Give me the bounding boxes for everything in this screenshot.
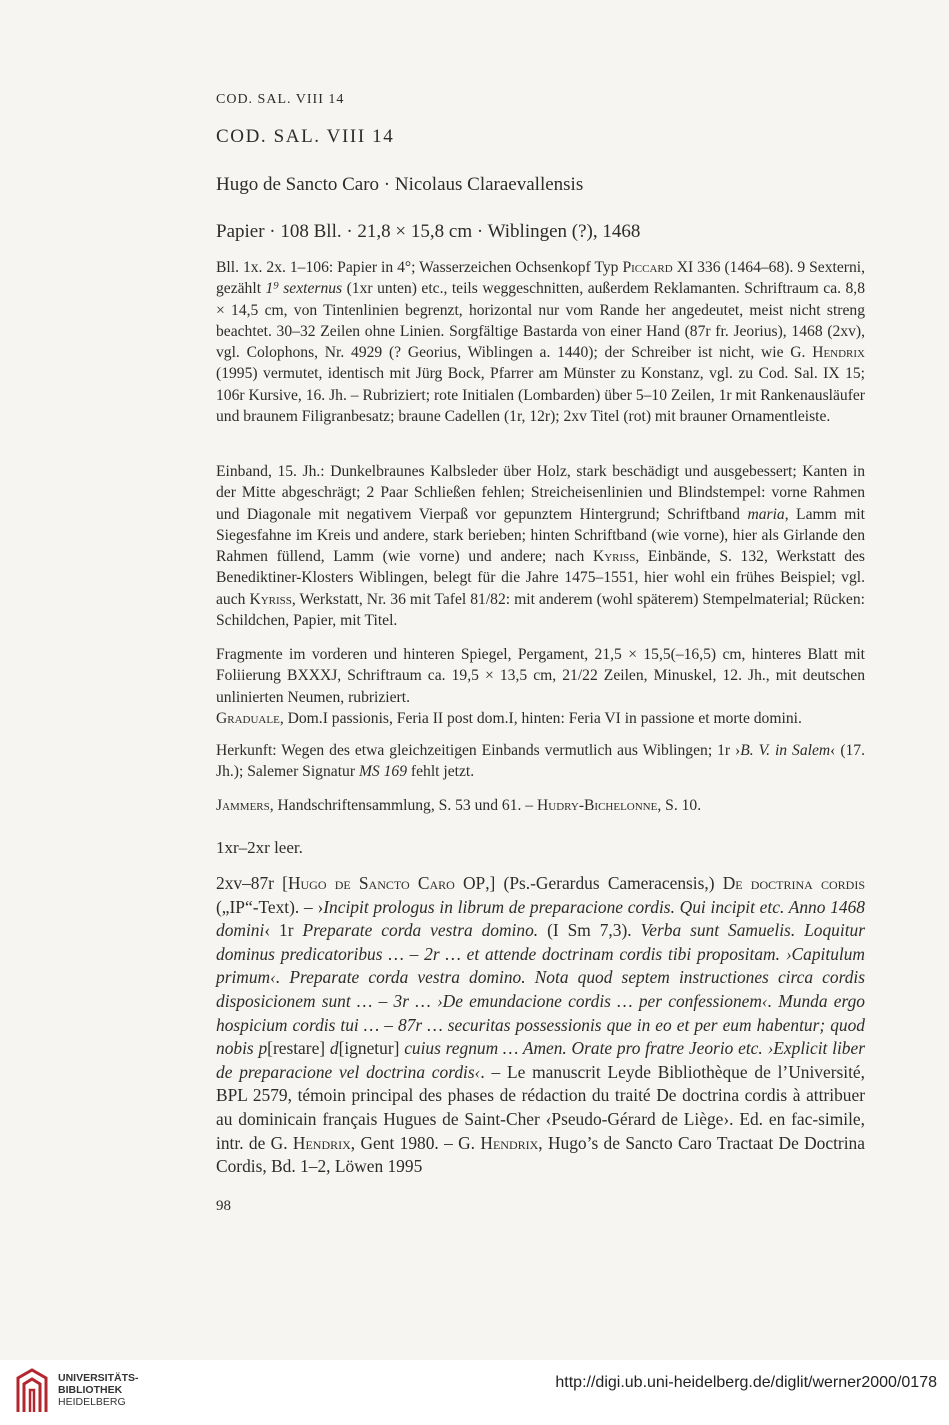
binding-description — [216, 461, 865, 641]
author-name: Kyriss — [249, 590, 292, 608]
text-run: , Werkstatt, Nr. 36 mit Tafel 81/82: mit anderem (wohl späterem) Stempelmaterial; Rücken: Schildchen, Papier, mit Titel. — [216, 590, 865, 630]
graduale-label: Graduale — [216, 709, 280, 727]
quotation-text: Preparate corda vestra domino. — [302, 920, 539, 941]
library-logo-icon — [12, 1368, 52, 1414]
library-name-line: HEIDELBERG — [58, 1396, 126, 1408]
page-number: 98 — [216, 1198, 231, 1214]
author-name: Hugo de Sancto Caro OP — [287, 873, 486, 893]
text-run: ‹ 1r — [264, 920, 294, 941]
text-run: Einband, 15. Jh.: Dunkelbraunes Kalbsleder über Holz, stark beschädigt und ausgebessert; Kanten in der Mitte abgeschrägt; 2 Paar Schließen fehlen; Streicheisenlinien und Blindstempel: vorne Rahmen und Diagonale mit negativem Vierpaß vor gepunztem Hintergrund; Schriftband — [216, 463, 865, 523]
codex-title: COD. SAL. VIII 14 — [216, 126, 395, 147]
author-name: Kyriss — [592, 548, 636, 566]
author-name: Hendrix — [480, 1132, 539, 1153]
fragments-description — [216, 644, 865, 739]
text-run: , Handschriftensammlung, S. 53 und 61. – — [269, 797, 534, 814]
work-name: De doctrina cordis — [722, 873, 866, 893]
text-run: (1995) vermutet, identisch mit Jürg Bock, Pfarrer am Münster zu Konstanz, vgl. zu Cod. Sal. IX 15; 106r Kursive, 16. Jh. – Rubriziert; rote Initialen (Lombarden) über 5–10 Zeilen, 1r mit Rankenausläufer und braunem Filigranbesatz; braune Cadellen (1r, 12r); 2xv Titel (rot) mit brauner Ornamentleiste. — [216, 365, 865, 426]
literature-line — [216, 795, 865, 826]
text-run: Herkunft: Wegen des etwa gleichzeitigen Einbands vermutlich aus Wiblingen; 1r › — [216, 742, 741, 759]
library-name-line: UNIVERSITÄTS- — [58, 1372, 139, 1384]
text-run: (1xr unten) etc., teils weggeschnitten, außerdem Reklamanten. Schriftraum ca. 8,8 × 14,5 cm, von Tintenlinien begrenzt, horizontal nur vom Rande her angedeutet, meist nicht streng beachtet. 30–32 Zeilen ohne Linien. Sorgfältige Bastarda von einer Hand (87r fr. Jeorius), 1468 (2xv), vgl. Colophons, Nr. 4929 (? Georius, Wiblingen a. 1440); der Schreiber ist nicht, wie G. — [216, 280, 865, 362]
text-run: [ignetur] — [338, 1038, 400, 1059]
provenance-description — [216, 740, 865, 793]
text-run: . – Le manuscrit Leyde Bibliothèque de l’Université, BPL 2579, témoin principal des phases de rédaction du traité De doctrina cordis à attribuer au dominicain français Hugues de Saint-Cher ‹Pseudo-Gérard de Liège›. Ed. en fac-simile, intr. de G. — [216, 1061, 865, 1153]
author-name: Hendrix — [292, 1132, 351, 1153]
text-run: (I Sm 7,3). — [547, 920, 632, 941]
text-run: ‹ (17. Jh.); Salemer Signatur — [216, 742, 865, 781]
text-run: , S. 10. — [657, 797, 702, 814]
text-run: , Lamm mit Siegesfahne im Kreis und andere, stark berieben; hinten Schriftband (wie vorne), hier als Girlande den Rahmen füllend, Lamm (wie vorne) und andere; nach — [216, 505, 865, 566]
text-run: , Dom.I passionis, Feria II post dom.I, hinten: Feria VI in passione et morte domini. — [279, 709, 802, 727]
description-line: Papier · 108 Bll. · 21,8 × 15,8 cm · Wiblingen (?), 1468 — [216, 221, 641, 242]
running-head: COD. SAL. VIII 14 — [216, 92, 345, 107]
italic-term: 1⁹ sexternus — [265, 280, 343, 298]
leer-line: 1xr–2xr leer. — [216, 838, 303, 857]
italic-term: maria — [747, 505, 785, 523]
text-run: , Hugo’s de Sancto Caro Tractaat De Doctrina Cordis, Bd. 1–2, Löwen 1995 — [216, 1132, 865, 1177]
paragraph-binding — [216, 461, 865, 631]
contents-entry — [216, 872, 865, 1179]
text-run: ,] (Ps.-Gerardus Cameracensis,) — [485, 873, 715, 893]
quotation-text: Verba sunt Samuelis. Loquitur dominus predicatoribus … – 2r … et attende doctrinam cordis tibi propositam. ›Capitulum primum‹. Preparate corda vestra domino. Nota quod septem instructiones circa cordis disposicionem sunt … – 3r … ›De emundacione cordis … per confessionem‹. Munda ergo hospicium cordis tui … – 87r … securitas possessionis que in eo et per eum habentur; quod nobis p — [216, 920, 865, 1059]
paragraph-provenance — [216, 740, 865, 783]
text-run: XI 336 (1464–68). 9 Sexterni, gezählt — [216, 259, 865, 298]
text-run: , Einbände, S. 132, Werkstatt des Benediktiner-Klosters Wiblingen, belegt für die Jahre 1475–1551, hier wohl ein frühes Beispiel; vgl. auch — [216, 548, 865, 608]
library-name — [58, 1372, 139, 1408]
incipit-text: Incipit prologus in librum de preparacione cordis. Qui incipit etc. Anno 1468 domini — [216, 896, 865, 941]
text-run: , Gent 1980. – G. — [350, 1132, 476, 1153]
text-run: 2xv–87r [ — [216, 873, 288, 893]
footer-bar — [0, 1360, 949, 1425]
work-title: Hugo de Sancto Caro · Nicolaus Claraevallensis — [216, 174, 584, 195]
paragraph-literature — [216, 795, 865, 816]
quotation-text: d — [329, 1038, 339, 1059]
text-run: [restare] — [267, 1038, 326, 1059]
author-name: Hendrix — [812, 344, 865, 362]
explicit-text: cuius regnum … Amen. Orate pro fratre Jeorio etc. ›Explicit liber de preparacione vel doctrina cordis‹ — [216, 1038, 865, 1082]
italic-term: MS 169 — [358, 763, 408, 781]
text-run: fehlt jetzt. — [410, 763, 475, 781]
text-run: Bll. 1x. 2x. 1–106: Papier in 4°; Wasserzeichen Ochsenkopf Typ — [216, 259, 619, 276]
author-name: Piccard — [622, 259, 673, 276]
library-name-line: BIBLIOTHEK — [58, 1384, 123, 1396]
author-name: Jammers — [216, 797, 270, 814]
physical-description — [216, 257, 865, 437]
paragraph-graduale — [216, 708, 865, 729]
paragraph-fragments: Fragmente im vorderen und hinteren Spiegel, Pergament, 21,5 × 15,5(–16,5) cm, hinteres Blatt mit Foliierung BXXXJ, Schriftraum ca. 19,5 × 13,5 cm, 21/22 Zeilen, Minuskel, 12. Jh., mit deutschen unlinierten Neumen, rubriziert. — [216, 646, 865, 706]
italic-term: B. V. in Salem — [740, 742, 831, 759]
author-name: Hudry-Bichelonne — [537, 797, 658, 814]
text-run: („IP“-Text). – › — [216, 896, 324, 917]
paragraph-physical — [216, 257, 865, 427]
permalink-url[interactable]: http://digi.ub.uni-heidelberg.de/diglit/werner2000/0178 — [555, 1374, 937, 1391]
